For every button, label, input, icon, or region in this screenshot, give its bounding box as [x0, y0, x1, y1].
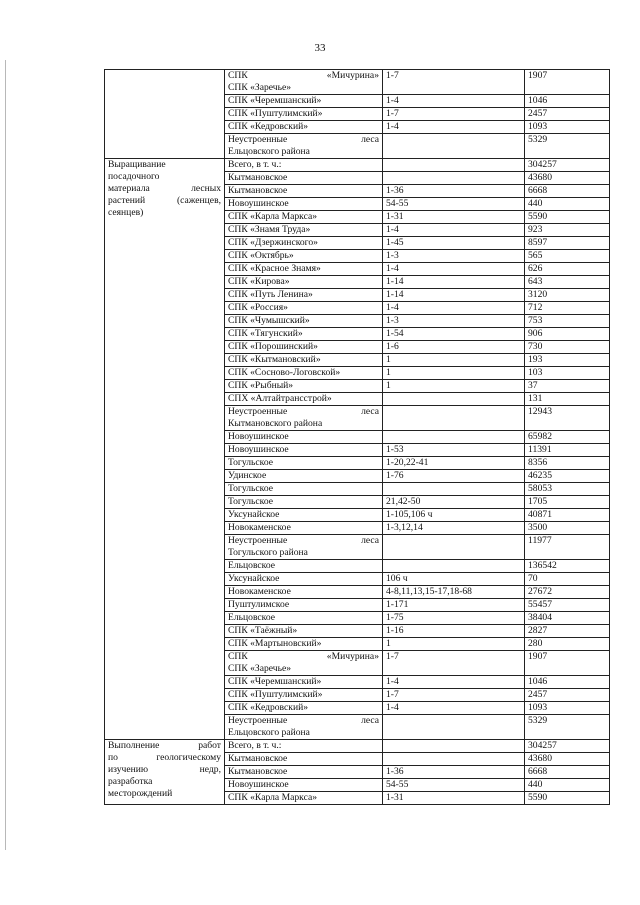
area-cell: [225, 573, 383, 586]
area-cell: [225, 211, 383, 224]
area-line: Неустроенные леса: [228, 535, 379, 546]
area-value-cell: 1046: [525, 95, 610, 108]
blocks-cell: [383, 535, 525, 560]
activity-line: материала лесных: [108, 183, 221, 194]
activity-line: Выполнение работ: [108, 740, 221, 751]
area-cell: [225, 121, 383, 134]
area-line: СПК «Рыбный»: [228, 380, 294, 391]
area-value-cell: 8597: [525, 237, 610, 250]
area-line: СПК «Путь Ленина»: [228, 289, 313, 300]
activity-line: посадочного: [108, 171, 160, 182]
area-value-cell: 65982: [525, 431, 610, 444]
area-line: Всего, в т. ч.:: [228, 159, 282, 170]
area-cell: [225, 70, 383, 95]
blocks-cell: 54-55: [383, 779, 525, 792]
area-line: СПК «Карла Маркса»: [228, 211, 318, 222]
blocks-cell: 1: [383, 380, 525, 393]
area-value-cell: 8356: [525, 457, 610, 470]
area-cell: [225, 367, 383, 380]
blocks-cell: [383, 560, 525, 573]
area-cell: [225, 159, 383, 172]
area-value-cell: 2457: [525, 689, 610, 702]
forest-use-table: [104, 69, 610, 805]
area-line: Уксунайское: [228, 573, 280, 584]
blocks-cell: 1-4: [383, 95, 525, 108]
area-cell: [225, 406, 383, 431]
area-line: Удинское: [228, 470, 267, 481]
blocks-cell: 1-76: [383, 470, 525, 483]
area-line: СПК «Кирова»: [228, 276, 290, 287]
area-line: СПК «Знамя Труда»: [228, 224, 311, 235]
area-value-cell: 1705: [525, 496, 610, 509]
area-line: Ельцовского района: [228, 727, 310, 738]
area-cell: [225, 431, 383, 444]
area-line: СПК «Мартыновский»: [228, 638, 322, 649]
area-cell: [225, 560, 383, 573]
area-value-cell: 1046: [525, 676, 610, 689]
area-cell: [225, 172, 383, 185]
area-cell: [225, 522, 383, 535]
activity-cell: [105, 740, 225, 805]
area-cell: [225, 198, 383, 211]
area-line: Кытмановское: [228, 185, 288, 196]
area-line: Тогульского района: [228, 547, 308, 558]
activity-line: разработка: [108, 776, 153, 787]
area-line: Кытмановское: [228, 172, 288, 183]
area-value-cell: 753: [525, 315, 610, 328]
area-value-cell: 2827: [525, 625, 610, 638]
blocks-cell: 1-54: [383, 328, 525, 341]
area-value-cell: 70: [525, 573, 610, 586]
area-line: Тогульское: [228, 483, 274, 494]
area-line: СПК «Черемшанский»: [228, 676, 322, 687]
area-cell: [225, 457, 383, 470]
area-value-cell: 5329: [525, 134, 610, 159]
area-line: СПК «Черемшанский»: [228, 95, 322, 106]
area-cell: [225, 108, 383, 121]
blocks-cell: 1-53: [383, 444, 525, 457]
area-line: Новоушинское: [228, 444, 289, 455]
blocks-cell: 1-3: [383, 315, 525, 328]
table-row: [105, 740, 610, 753]
blocks-cell: 1-3,12,14: [383, 522, 525, 535]
blocks-cell: [383, 753, 525, 766]
blocks-cell: 1-16: [383, 625, 525, 638]
area-value-cell: 58053: [525, 483, 610, 496]
area-line: Неустроенные леса: [228, 715, 379, 726]
area-value-cell: 40871: [525, 509, 610, 522]
area-line: Пуштулимское: [228, 599, 290, 610]
area-cell: [225, 95, 383, 108]
area-value-cell: 5590: [525, 792, 610, 805]
area-value-cell: 3500: [525, 522, 610, 535]
area-value-cell: 46235: [525, 470, 610, 483]
area-cell: [225, 341, 383, 354]
area-cell: [225, 638, 383, 651]
area-line: СПК «Пуштулимский»: [228, 689, 323, 700]
area-line: СПК «Порошинский»: [228, 341, 318, 352]
area-value-cell: 3120: [525, 289, 610, 302]
area-line: СПК «Карла Маркса»: [228, 792, 318, 803]
area-value-cell: 38404: [525, 612, 610, 625]
blocks-cell: 1-4: [383, 121, 525, 134]
area-line: Новоушинское: [228, 431, 289, 442]
area-line: Всего, в т. ч.:: [228, 740, 282, 751]
activity-cell: [105, 159, 225, 740]
area-value-cell: 643: [525, 276, 610, 289]
area-cell: [225, 185, 383, 198]
blocks-cell: 1-75: [383, 612, 525, 625]
area-cell: [225, 625, 383, 638]
area-value-cell: 11977: [525, 535, 610, 560]
area-cell: [225, 250, 383, 263]
blocks-cell: 4-8,11,13,15-17,18-68: [383, 586, 525, 599]
area-line: СПК «Октябрь»: [228, 250, 294, 261]
area-line: Новоушинское: [228, 779, 289, 790]
blocks-cell: [383, 483, 525, 496]
area-value-cell: 1907: [525, 70, 610, 95]
area-line: СПК «Заречье»: [228, 82, 292, 93]
area-line: Новокаменское: [228, 522, 291, 533]
area-line: Неустроенные леса: [228, 406, 379, 417]
area-cell: [225, 586, 383, 599]
area-cell: [225, 380, 383, 393]
blocks-cell: 1-7: [383, 651, 525, 676]
area-line: Кытмановского района: [228, 418, 323, 429]
blocks-cell: 1-36: [383, 185, 525, 198]
area-cell: [225, 483, 383, 496]
area-value-cell: 136542: [525, 560, 610, 573]
area-value-cell: 6668: [525, 185, 610, 198]
area-value-cell: 565: [525, 250, 610, 263]
blocks-cell: 1-4: [383, 224, 525, 237]
area-cell: [225, 676, 383, 689]
area-cell: [225, 740, 383, 753]
area-value-cell: 193: [525, 354, 610, 367]
area-line: Новокаменское: [228, 586, 291, 597]
area-line: Тогульское: [228, 457, 274, 468]
activity-line: растений (саженцев,: [108, 195, 221, 206]
area-value-cell: 1907: [525, 651, 610, 676]
blocks-cell: [383, 393, 525, 406]
table-row: [105, 70, 610, 95]
blocks-cell: [383, 134, 525, 159]
area-value-cell: 37: [525, 380, 610, 393]
area-value-cell: 12943: [525, 406, 610, 431]
area-cell: [225, 779, 383, 792]
area-line: СПК «Россия»: [228, 302, 288, 313]
area-line: СПК «Красное Знамя»: [228, 263, 321, 274]
activity-line: сеянцев): [108, 207, 144, 218]
blocks-cell: 1-20,22-41: [383, 457, 525, 470]
blocks-cell: 1-6: [383, 341, 525, 354]
area-value-cell: 730: [525, 341, 610, 354]
area-line: СПК «Мичурина»: [228, 651, 379, 662]
blocks-cell: 1-4: [383, 302, 525, 315]
blocks-cell: 1-4: [383, 263, 525, 276]
area-cell: [225, 315, 383, 328]
blocks-cell: [383, 740, 525, 753]
area-line: СПК «Заречье»: [228, 663, 292, 674]
activity-line: Выращивание: [108, 159, 166, 170]
area-cell: [225, 792, 383, 805]
area-cell: [225, 612, 383, 625]
area-value-cell: 43680: [525, 753, 610, 766]
scan-edge-line: [5, 60, 6, 850]
area-value-cell: 280: [525, 638, 610, 651]
area-cell: [225, 237, 383, 250]
area-value-cell: 1093: [525, 121, 610, 134]
area-cell: [225, 496, 383, 509]
area-value-cell: 440: [525, 198, 610, 211]
area-cell: [225, 289, 383, 302]
blocks-cell: 1: [383, 354, 525, 367]
area-line: СПК «Пуштулимский»: [228, 108, 323, 119]
area-line: СПК «Сосново-Логовской»: [228, 367, 341, 378]
blocks-cell: 1-14: [383, 276, 525, 289]
area-cell: [225, 134, 383, 159]
area-line: Ельцовское: [228, 560, 276, 571]
area-line: Уксунайское: [228, 509, 280, 520]
area-value-cell: 103: [525, 367, 610, 380]
blocks-cell: [383, 715, 525, 740]
area-cell: [225, 753, 383, 766]
area-cell: [225, 535, 383, 560]
area-cell: [225, 651, 383, 676]
area-cell: [225, 224, 383, 237]
blocks-cell: 1-31: [383, 792, 525, 805]
area-line: СПК «Тягунский»: [228, 328, 303, 339]
area-line: Неустроенные леса: [228, 134, 379, 145]
area-value-cell: 43680: [525, 172, 610, 185]
blocks-cell: 1-171: [383, 599, 525, 612]
area-cell: [225, 354, 383, 367]
area-value-cell: 55457: [525, 599, 610, 612]
blocks-cell: 21,42-50: [383, 496, 525, 509]
blocks-cell: 1-36: [383, 766, 525, 779]
area-cell: [225, 702, 383, 715]
activity-line: изучению недр,: [108, 764, 221, 775]
area-value-cell: 626: [525, 263, 610, 276]
area-line: Кытмановское: [228, 766, 288, 777]
area-value-cell: 440: [525, 779, 610, 792]
area-line: СПК «Чумышский»: [228, 315, 310, 326]
area-value-cell: 27672: [525, 586, 610, 599]
blocks-cell: 1: [383, 638, 525, 651]
area-value-cell: 923: [525, 224, 610, 237]
activity-line: месторождений: [108, 788, 173, 799]
blocks-cell: 1: [383, 367, 525, 380]
area-value-cell: 712: [525, 302, 610, 315]
blocks-cell: [383, 172, 525, 185]
activity-line: по геологическому: [108, 752, 221, 763]
blocks-cell: 1-4: [383, 676, 525, 689]
area-cell: [225, 689, 383, 702]
area-value-cell: 11391: [525, 444, 610, 457]
area-cell: [225, 599, 383, 612]
area-cell: [225, 302, 383, 315]
area-cell: [225, 509, 383, 522]
area-cell: [225, 328, 383, 341]
area-line: СПК «Кытмановский»: [228, 354, 321, 365]
area-line: СПК «Мичурина»: [228, 70, 379, 81]
area-line: Кытмановское: [228, 753, 288, 764]
blocks-cell: 106 ч: [383, 573, 525, 586]
blocks-cell: 1-14: [383, 289, 525, 302]
area-value-cell: 906: [525, 328, 610, 341]
area-value-cell: 131: [525, 393, 610, 406]
area-cell: [225, 444, 383, 457]
blocks-cell: 1-45: [383, 237, 525, 250]
area-cell: [225, 263, 383, 276]
blocks-cell: [383, 159, 525, 172]
blocks-cell: 1-4: [383, 702, 525, 715]
area-line: Новоушинское: [228, 198, 289, 209]
area-value-cell: 1093: [525, 702, 610, 715]
blocks-cell: 1-31: [383, 211, 525, 224]
area-line: СПК «Дзержинского»: [228, 237, 318, 248]
area-line: Тогульское: [228, 496, 274, 507]
blocks-cell: [383, 406, 525, 431]
area-cell: [225, 276, 383, 289]
area-cell: [225, 715, 383, 740]
activity-cell: [105, 70, 225, 159]
area-line: Ельцовское: [228, 612, 276, 623]
area-line: СПХ «Алтайтрансстрой»: [228, 393, 332, 404]
area-value-cell: 5329: [525, 715, 610, 740]
blocks-cell: 1-105,106 ч: [383, 509, 525, 522]
area-value-cell: 2457: [525, 108, 610, 121]
area-line: СПК «Кедровский»: [228, 702, 309, 713]
area-cell: [225, 766, 383, 779]
blocks-cell: 54-55: [383, 198, 525, 211]
area-value-cell: 6668: [525, 766, 610, 779]
area-line: СПК «Кедровский»: [228, 121, 309, 132]
area-value-cell: 5590: [525, 211, 610, 224]
area-line: СПК «Таёжный»: [228, 625, 298, 636]
area-line: Ельцовского района: [228, 146, 310, 157]
table-row: [105, 159, 610, 172]
blocks-cell: 1-3: [383, 250, 525, 263]
area-cell: [225, 470, 383, 483]
blocks-cell: 1-7: [383, 70, 525, 95]
page-number: 33: [314, 42, 326, 54]
blocks-cell: [383, 431, 525, 444]
area-cell: [225, 393, 383, 406]
blocks-cell: 1-7: [383, 108, 525, 121]
blocks-cell: 1-7: [383, 689, 525, 702]
area-value-cell: 304257: [525, 159, 610, 172]
area-value-cell: 304257: [525, 740, 610, 753]
